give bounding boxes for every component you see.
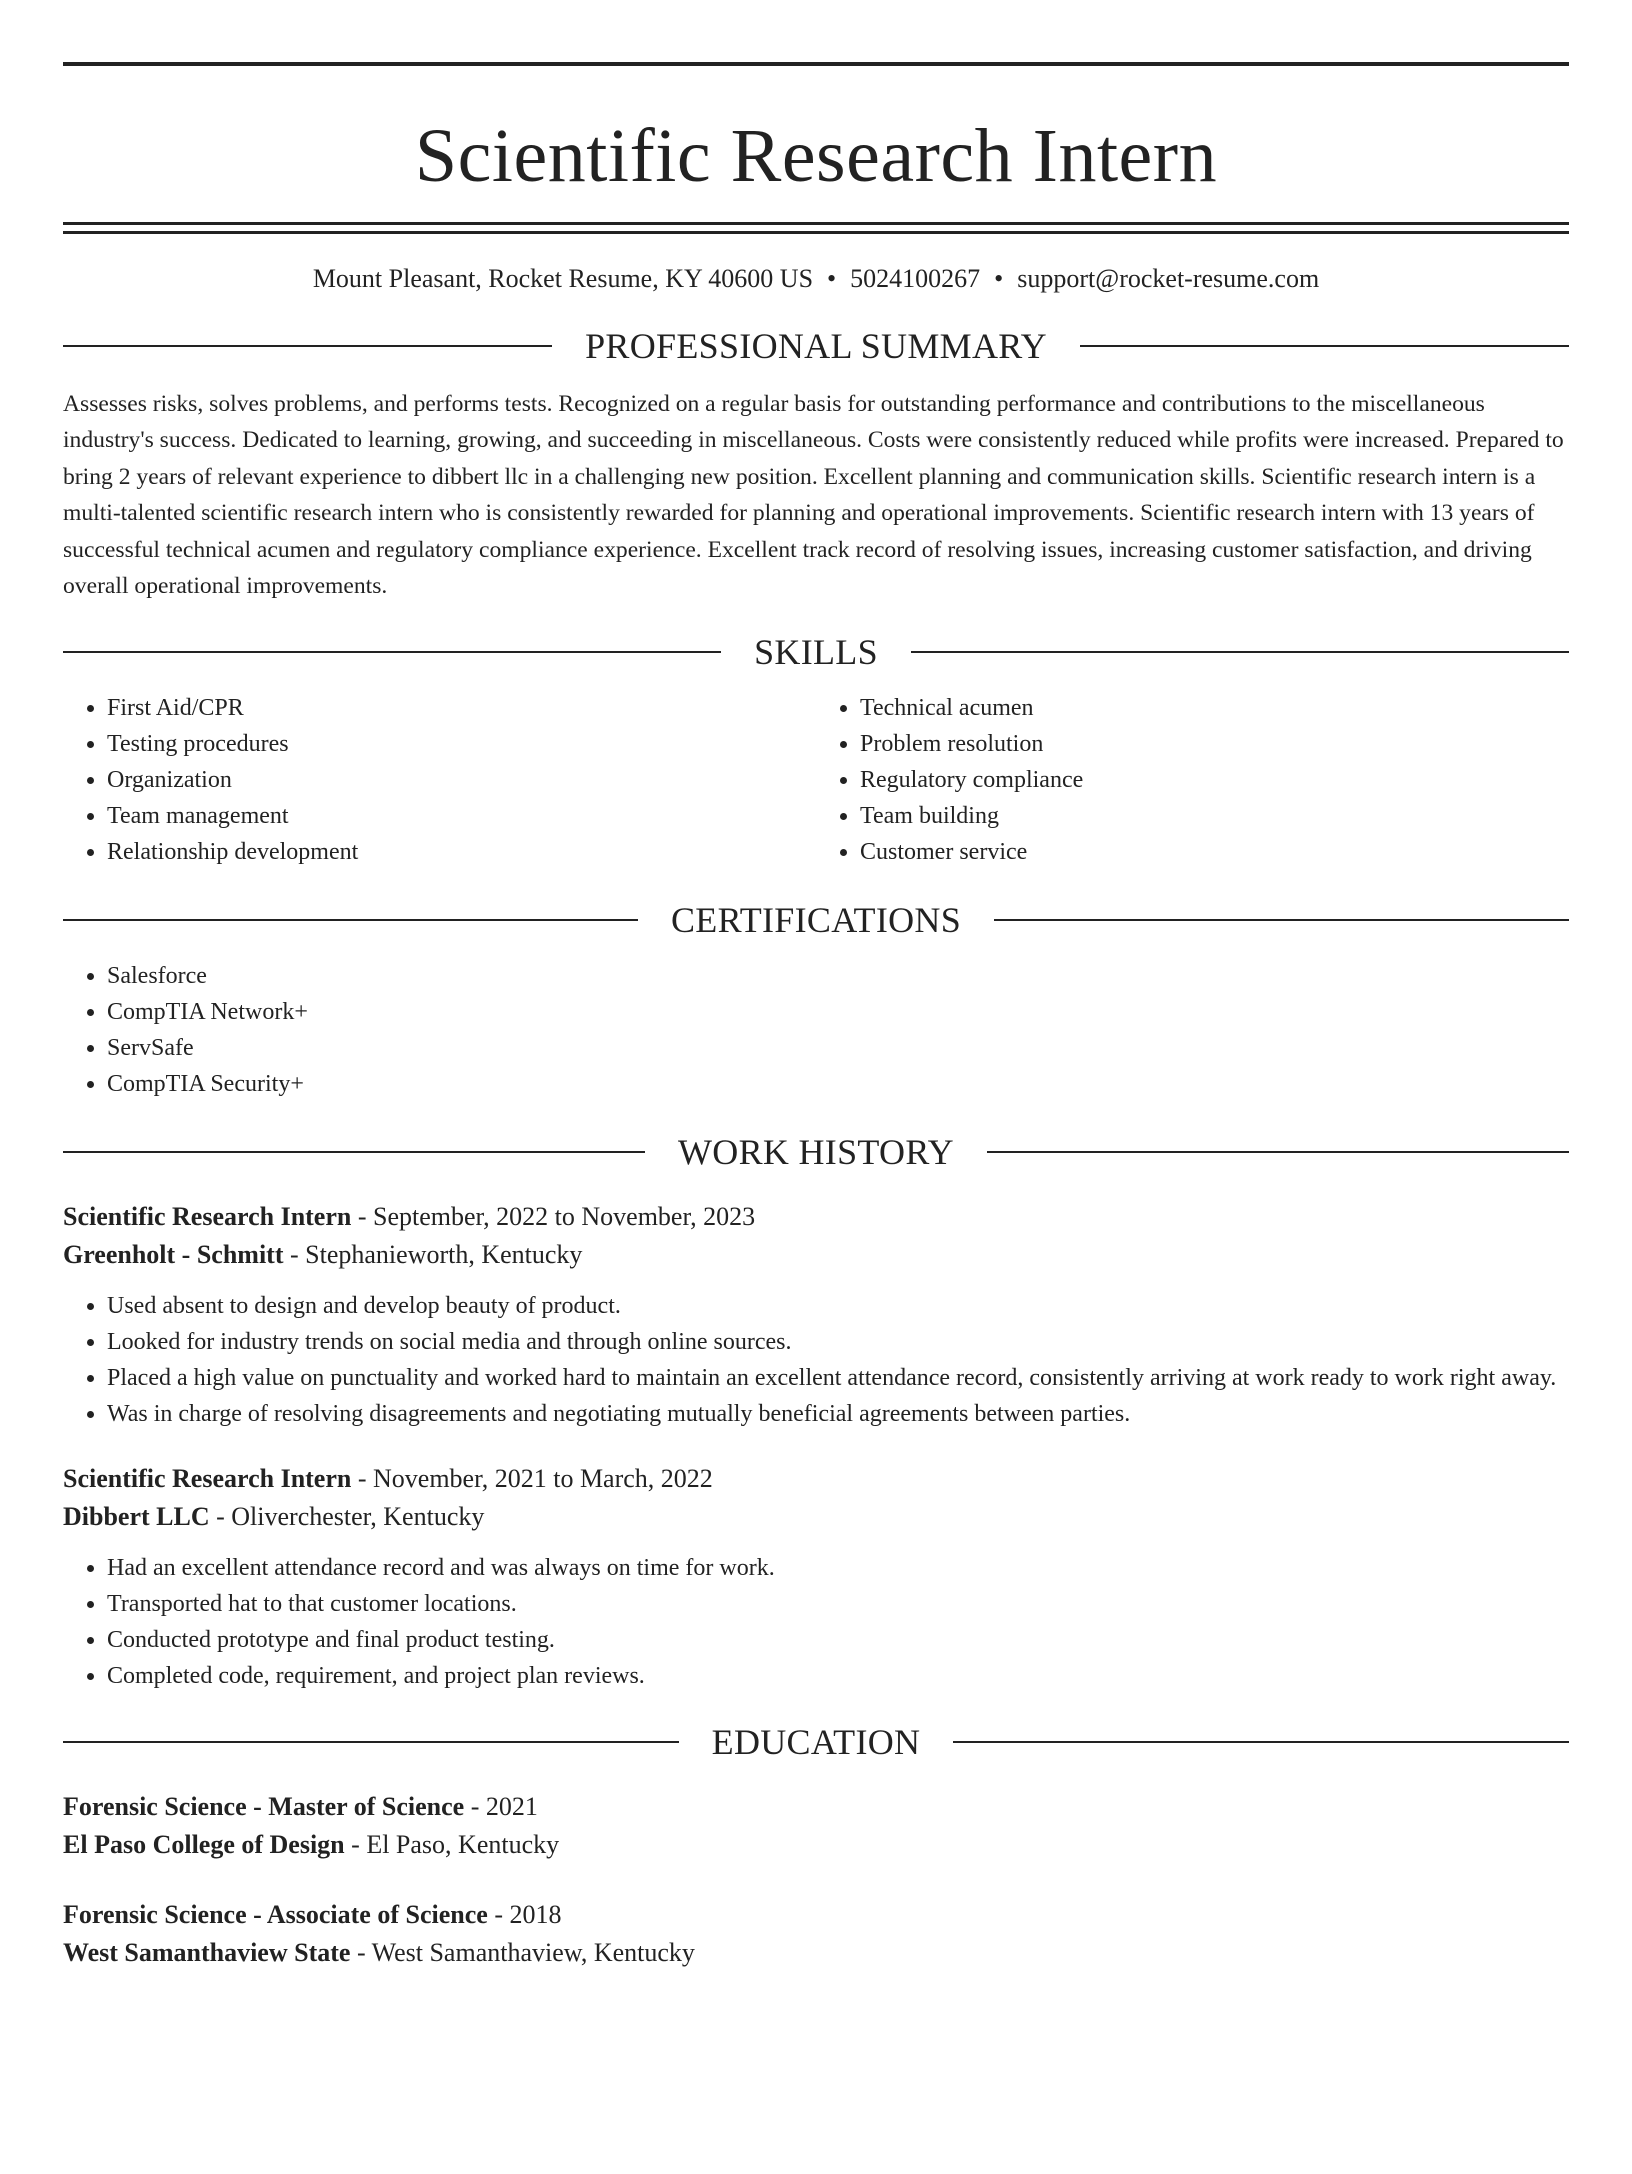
summary-heading (63, 318, 1569, 374)
work-heading (63, 1124, 1569, 1180)
list-item: • Team management (107, 798, 816, 834)
job-dates: - September, 2022 to November, 2023 (351, 1202, 756, 1232)
skills-list (63, 680, 1569, 870)
list-item: • Organization (107, 762, 816, 798)
contact-line (63, 262, 1569, 296)
list-item: • CompTIA Security+ (107, 1066, 1569, 1102)
job-title: Scientific Research Intern (63, 1202, 352, 1232)
contact-address: Mount Pleasant, Rocket Resume, KY 40600 US (312, 264, 814, 293)
certifications-list (63, 958, 1569, 1102)
job-title-line (63, 1460, 1569, 1498)
skills-heading (63, 624, 1569, 680)
heading-rule-left (63, 345, 552, 347)
education-entry (63, 1896, 1569, 1972)
list-item: • Transported hat to that customer locations. (107, 1586, 1569, 1622)
top-rule (63, 62, 1569, 66)
list-item: • Regulatory compliance (860, 762, 1569, 798)
summary-text: Assesses risks, solves problems, and performs tests. Recognized on a regular basis for outstanding performance and contributions to the miscellaneous industry's success. Dedicated to learning, growing, and succeeding in miscellaneous. Costs were consistently reduced while profits were increased. Prepared to bring 2 years of relevant experience to dibbert llc in a challenging new position. Excellent planning and communication skills. Scientific research intern is a multi-talented scientific research intern who is consistently rewarded for planning and operational improvements. Scientific research intern with 13 years of successful technical acumen and regulatory compliance experience. Excellent track record of resolving issues, increasing customer satisfaction, and driving overall operational improvements. (63, 391, 1564, 600)
resume-page (0, 62, 1632, 2174)
contact-email: support@rocket-resume.com (1017, 264, 1320, 293)
list-item: • Relationship development (107, 834, 816, 870)
list-item: • Was in charge of resolving disagreements and negotiating mutually beneficial agreements between parties. (107, 1396, 1569, 1432)
education-heading-label: EDUCATION (711, 1722, 921, 1763)
job-dates: - November, 2021 to March, 2022 (351, 1464, 713, 1494)
job-duties (63, 1550, 1569, 1694)
degree-year: - 2018 (487, 1900, 562, 1930)
contact-separator: • (994, 264, 1004, 293)
job-entry (63, 1460, 1569, 1694)
heading-rule-right (1080, 345, 1569, 347)
degree-year: - 2021 (464, 1792, 538, 1822)
list-item: • Technical acumen (860, 690, 1569, 726)
education-heading (63, 1714, 1569, 1770)
skills-column-left (63, 680, 816, 870)
heading-rule-left (63, 1741, 679, 1743)
list-item: • Problem resolution (860, 726, 1569, 762)
job-title-line (63, 1198, 1569, 1236)
school-line (63, 1826, 1569, 1864)
skills-column-right (816, 680, 1569, 870)
heading-rule-left (63, 651, 721, 653)
degree: Forensic Science - Master of Science (63, 1792, 465, 1822)
list-item: • Looked for industry trends on social media and through online sources. (107, 1324, 1569, 1360)
list-item: • Placed a high value on punctuality and worked hard to maintain an excellent attendance record, consistently arriving at work ready to work right away. (107, 1360, 1569, 1396)
degree: Forensic Science - Associate of Science (63, 1900, 488, 1930)
job-location: - Stephanieworth, Kentucky (283, 1240, 583, 1270)
school-location: - West Samanthaview, Kentucky (350, 1938, 695, 1968)
list-item: • CompTIA Network+ (107, 994, 1569, 1030)
list-item: • Testing procedures (107, 726, 816, 762)
list-item: • Salesforce (107, 958, 1569, 994)
heading-rule-right (987, 1151, 1569, 1153)
work-heading-label: WORK HISTORY (678, 1132, 954, 1173)
summary-heading-label: PROFESSIONAL SUMMARY (585, 326, 1047, 366)
list-item: • Conducted prototype and final product testing. (107, 1622, 1569, 1658)
list-item: • Had an excellent attendance record and was always on time for work. (107, 1550, 1569, 1586)
list-item: • Completed code, requirement, and project plan reviews. (107, 1658, 1569, 1694)
degree-line (63, 1788, 1569, 1826)
job-duties (63, 1288, 1569, 1432)
heading-rule-right (911, 651, 1569, 653)
list-item: • Customer service (860, 834, 1569, 870)
job-company: Dibbert LLC (63, 1502, 210, 1532)
job-entry (63, 1198, 1569, 1432)
heading-rule-left (63, 1151, 645, 1153)
school-location: - El Paso, Kentucky (344, 1830, 560, 1860)
skills-heading-label: SKILLS (754, 632, 878, 673)
job-company-line (63, 1498, 1569, 1536)
job-company-line (63, 1236, 1569, 1274)
heading-rule-right (994, 919, 1569, 921)
heading-rule-left (63, 919, 638, 921)
list-item: • ServSafe (107, 1030, 1569, 1066)
title-double-rule (63, 222, 1569, 234)
degree-line (63, 1896, 1569, 1934)
list-item: • Used absent to design and develop beauty of product. (107, 1288, 1569, 1324)
certifications-heading (63, 892, 1569, 948)
list-item: • First Aid/CPR (107, 690, 816, 726)
job-company: Greenholt - Schmitt (63, 1240, 284, 1270)
school-name: West Samanthaview State (63, 1938, 351, 1968)
school-line (63, 1934, 1569, 1972)
certifications-heading-label: CERTIFICATIONS (670, 900, 962, 941)
job-title: Scientific Research Intern (63, 1464, 352, 1494)
job-location: - Oliverchester, Kentucky (209, 1502, 485, 1532)
list-item: • Team building (860, 798, 1569, 834)
contact-phone: 5024100267 (850, 264, 981, 293)
page-title: Scientific Research Intern (414, 114, 1218, 198)
heading-rule-right (953, 1741, 1569, 1743)
school-name: El Paso College of Design (63, 1830, 345, 1860)
contact-separator: • (827, 264, 837, 293)
education-entry (63, 1788, 1569, 1864)
